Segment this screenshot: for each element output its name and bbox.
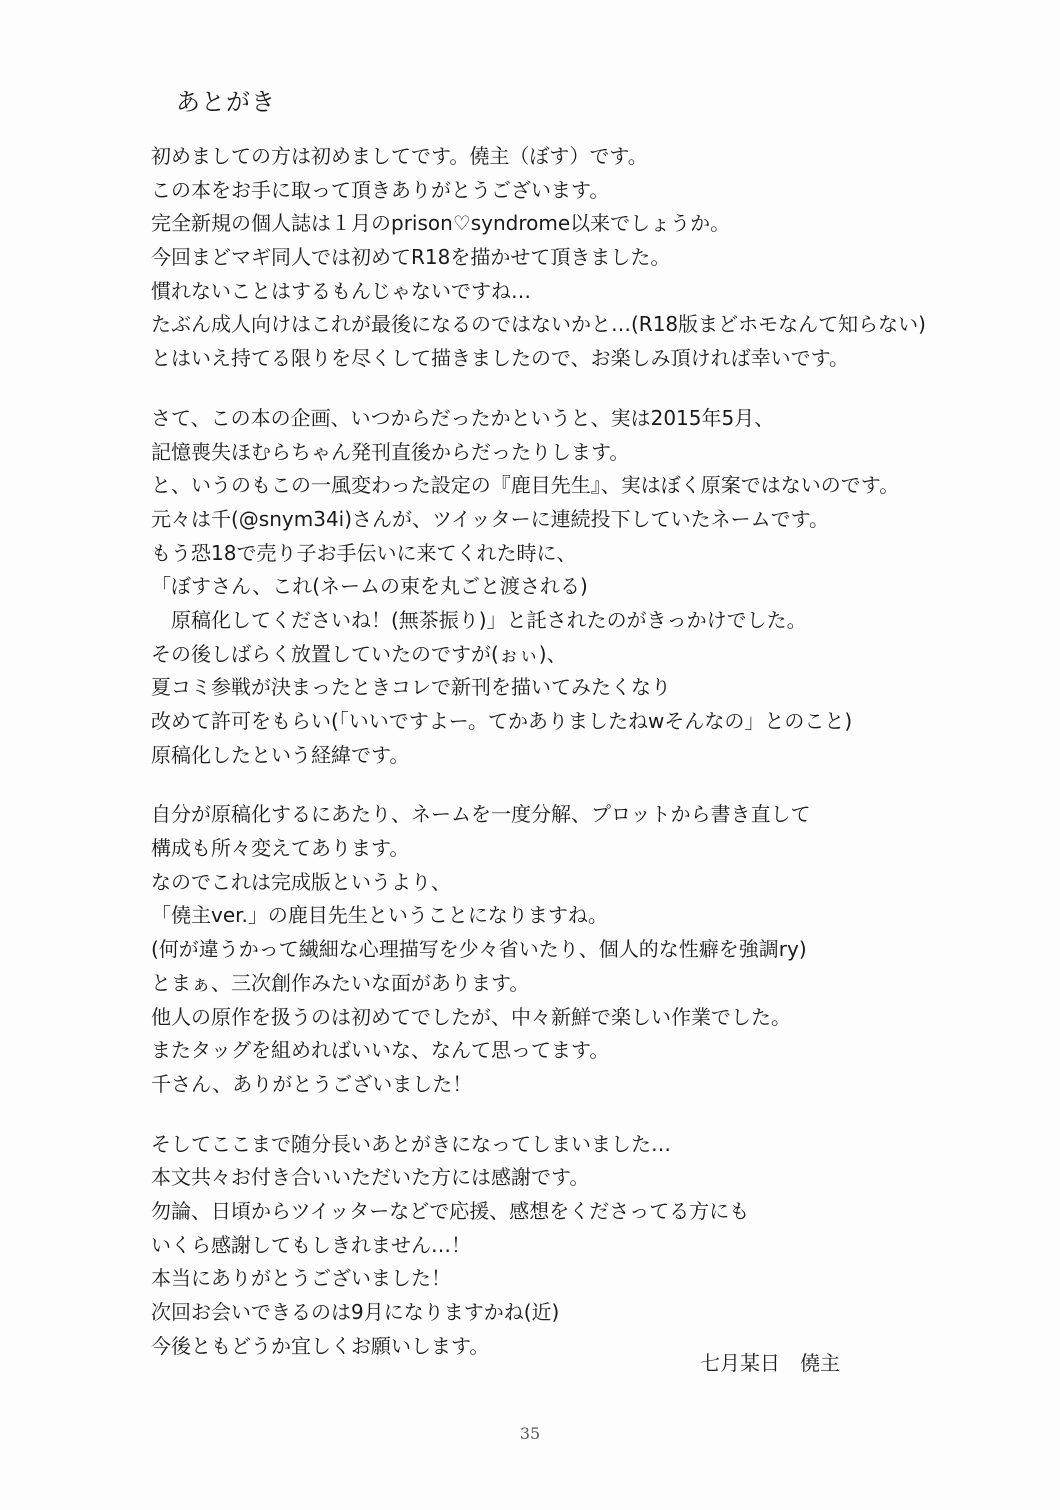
text-line: 「僥主ver.」の鹿目先生ということになりますね。: [151, 903, 608, 928]
text-line: 原稿化してくださいね！(無茶振り)」と託されたのがきっかけでした。: [151, 607, 807, 632]
text-line: なのでこれは完成版というより、: [151, 869, 451, 894]
text-line: その後しばらく放置していたのですが(ぉぃ)、: [151, 641, 567, 666]
text-line: 本文共々お付き合いいただいた方には感謝です。: [151, 1165, 590, 1190]
paragraph-origin: [151, 402, 1011, 773]
text-line: 次回お会いできるのは9月になりますかね(近): [151, 1300, 560, 1324]
text-line: 慣れないことはするもんじゃないですね…: [151, 278, 531, 303]
text-line: さて、この本の企画、いつからだったかというと、実は2015年5月、: [151, 405, 775, 430]
text-line: いくら感謝してもしきれません…！: [151, 1232, 471, 1257]
text-line: 夏コミ参戦が決まったときコレで新刊を描いてみたくなり: [151, 675, 671, 700]
text-line: とまぁ、三次創作みたいな面があります。: [151, 970, 530, 995]
text-line: とはいえ持てる限りを尽くして描きましたので、お楽しみ頂ければ幸いです。: [151, 346, 849, 371]
text-line: 勿論、日頃からツイッターなどで応援、感想をくださってる方にも: [151, 1198, 750, 1223]
text-line: もう恐18で売り子お手伝いに来てくれた時に、: [151, 540, 577, 565]
text-line: 本当にありがとうございました！: [151, 1266, 451, 1291]
text-line: 構成も所々変えてあります。: [151, 836, 410, 861]
text-line: 自分が原稿化するにあたり、ネームを一度分解、プロットから書き直して: [151, 802, 811, 827]
text-line: 今後ともどうか宜しくお願いします。: [151, 1333, 490, 1358]
text-line: (何が違うかって繊細な心理描写を少々省いたり、個人的な性癖を強調ry): [151, 937, 807, 962]
text-line: またタッグを組めればいいな、なんて思ってます。: [151, 1038, 610, 1063]
text-line: この本をお手に取って頂きありがとうございます。: [151, 177, 610, 202]
text-line: と、いうのもこの一風変わった設定の『鹿目先生』、実はぼく原案ではないのです。: [151, 473, 900, 498]
text-line: 初めましての方は初めましてです。僥主（ぼす）です。: [151, 144, 648, 168]
afterword-body: [151, 140, 1011, 1389]
paragraph-thanks: [151, 1128, 1011, 1364]
text-line: 記憶喪失ほむらちゃん発刊直後からだったりします。: [151, 439, 630, 464]
signature-date-author: 七月某日 僥主: [700, 1351, 840, 1375]
afterword-title: あとがき: [176, 88, 276, 116]
text-line: 原稿化したという経緯です。: [151, 742, 410, 767]
text-line: 「ぼすさん、これ(ネームの束を丸ごと渡される): [151, 574, 588, 599]
text-line: 今回まどマギ同人では初めてR18を描かせて頂きました。: [151, 245, 671, 270]
text-line: 千さん、ありがとうございました！: [151, 1071, 473, 1096]
text-line: そしてここまで随分長いあとがきになってしまいました…: [151, 1131, 671, 1156]
paragraph-adaptation: [151, 798, 1011, 1101]
text-line: たぶん成人向けはこれが最後になるのではないかと…(R18版まどホモなんて知らない): [151, 312, 926, 337]
page-number: 35: [519, 1424, 541, 1443]
text-line: 改めて許可をもらい(「いいですよー。てかありましたねwそんなの」とのこと): [151, 709, 853, 733]
text-line: 元々は千(@snym34i)さんが、ツイッターに連続投下していたネームです。: [151, 506, 830, 531]
paragraph-greeting: [151, 140, 1011, 376]
text-line: 完全新規の個人誌は１月のprison♡syndrome以来でしょうか。: [151, 211, 731, 236]
text-line: 他人の原作を扱うのは初めてでしたが、中々新鮮で楽しい作業でした。: [151, 1004, 791, 1029]
